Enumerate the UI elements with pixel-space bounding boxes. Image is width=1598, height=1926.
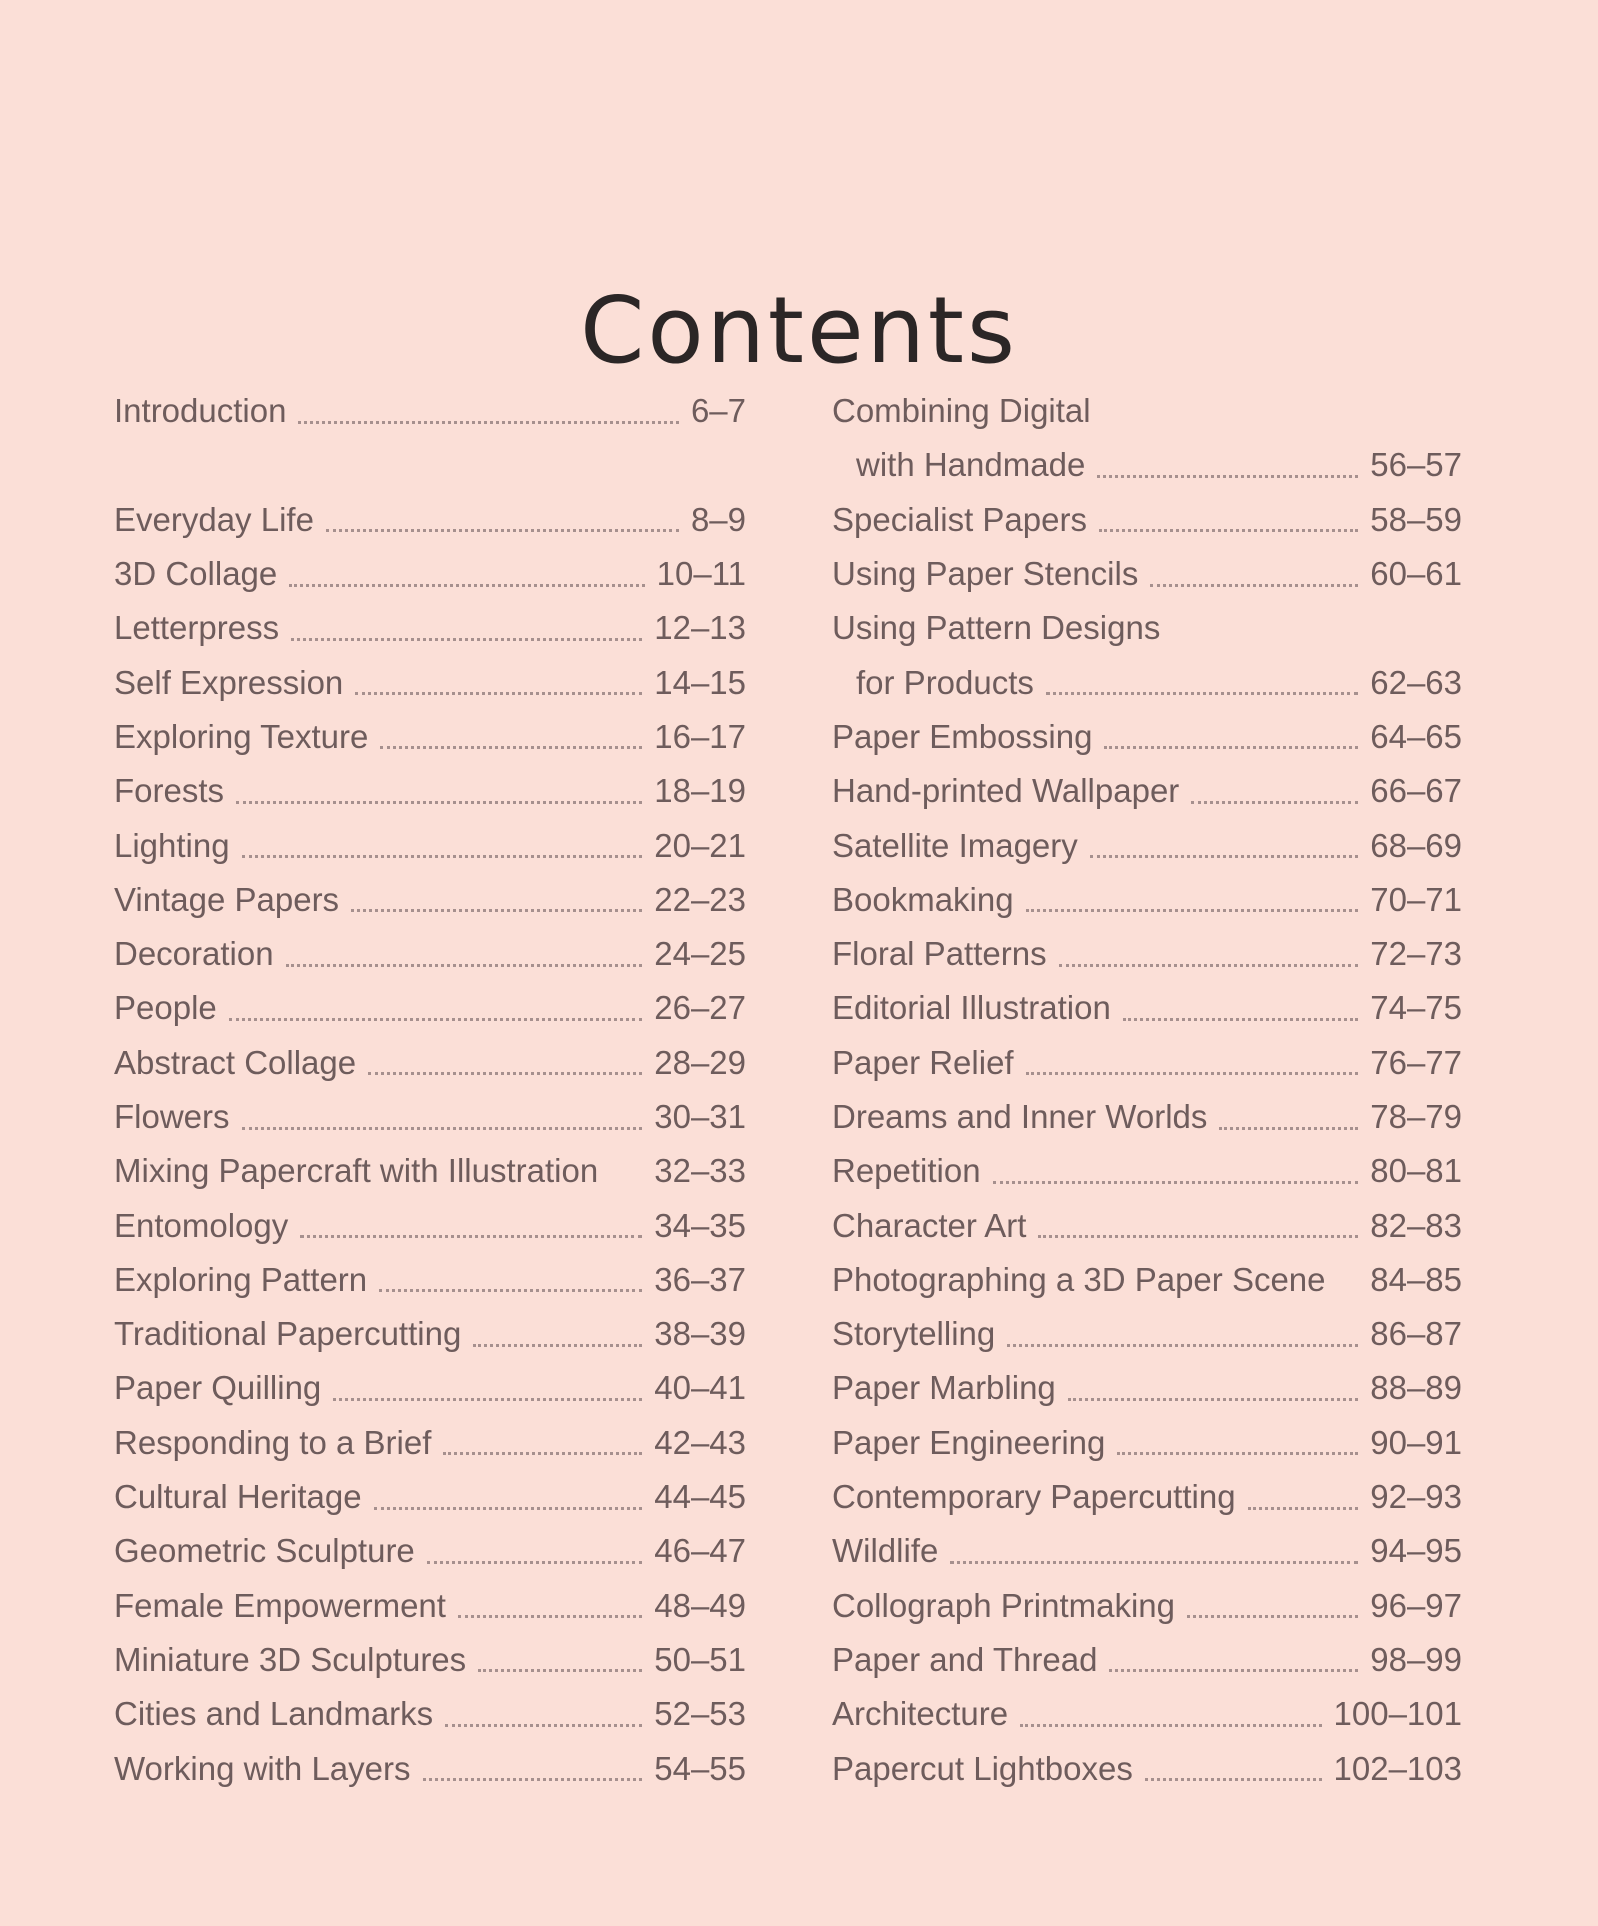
toc-entry[interactable] [114,1416,746,1470]
dot-leader [993,1159,1359,1184]
dot-leader [1046,670,1358,695]
toc-entry[interactable] [832,1144,1462,1198]
dot-leader [1338,1269,1359,1291]
toc-entry-title: Using Pattern Designs [832,609,1161,647]
dot-leader [458,1593,642,1618]
toc-entry-title: Paper Marbling [832,1369,1056,1407]
toc-entry-title: Vintage Papers [114,880,340,918]
toc-entry-pages: 16–17 [654,717,746,755]
dot-leader [1038,1213,1358,1238]
toc-entry-pages: 84–85 [1370,1260,1462,1298]
dot-leader [1020,1702,1321,1727]
toc-entry-title: Lighting [114,826,230,864]
toc-entry[interactable] [832,1361,1462,1415]
toc-entry[interactable] [832,818,1462,872]
page-title: Contents [580,276,1018,384]
dot-leader [379,1267,642,1292]
toc-entry-pages: 88–89 [1370,1369,1462,1407]
toc-entry-title: with Handmade [856,446,1086,484]
toc-entry-title: Specialist Papers [832,500,1087,538]
dot-leader [1099,507,1358,532]
dot-leader [445,1702,642,1727]
toc-entry-title: Letterpress [114,609,280,647]
toc-entry-title: Paper Relief [832,1043,1014,1081]
toc-entry-title: Photographing a 3D Paper Scene [832,1260,1326,1298]
toc-entry[interactable] [832,1307,1462,1361]
dot-leader [326,507,679,532]
dot-leader [1248,1485,1359,1510]
dot-leader [1123,996,1358,1021]
toc-entry-pages: 76–77 [1370,1043,1462,1081]
toc-entry[interactable] [832,1198,1462,1252]
dot-leader [1104,724,1358,749]
toc-entry-title: Collograph Printmaking [832,1586,1176,1624]
toc-entry-pages: 68–69 [1370,826,1462,864]
dot-leader [1097,453,1358,478]
toc-entry[interactable] [832,873,1462,927]
toc-entry-title: Character Art [832,1206,1027,1244]
toc-entry-pages: 98–99 [1370,1640,1462,1678]
dot-leader [300,1213,642,1238]
toc-entry-pages: 46–47 [654,1532,746,1570]
toc-entry[interactable] [832,764,1462,818]
toc-entry[interactable] [114,710,746,764]
toc-entry-pages: 26–27 [654,989,746,1027]
toc-entry[interactable] [832,1036,1462,1090]
contents-column-left [114,384,746,1796]
toc-entry-pages: 42–43 [654,1423,746,1461]
toc-entry-pages: 92–93 [1370,1478,1462,1516]
toc-entry-pages: 22–23 [654,880,746,918]
dot-leader [1145,1756,1322,1781]
toc-entry-title: Exploring Texture [114,717,369,755]
dot-leader [1109,1647,1358,1672]
toc-entry-pages: 12–13 [654,609,746,647]
dot-leader [1117,1430,1358,1455]
dot-leader [1068,1376,1358,1401]
toc-entry[interactable] [114,1253,746,1307]
dot-leader [950,1539,1358,1564]
toc-entry[interactable] [114,764,746,818]
toc-entry[interactable] [114,1361,746,1415]
toc-entry-pages: 6–7 [690,392,746,430]
toc-entry[interactable] [114,873,746,927]
dot-leader [427,1539,642,1564]
dot-leader [443,1430,642,1455]
contents-column-right [832,384,1462,1796]
toc-entry-pages: 36–37 [654,1260,746,1298]
toc-entry-pages: 48–49 [654,1586,746,1624]
dot-leader [478,1647,642,1672]
toc-entry[interactable] [114,547,746,601]
toc-entry-pages: 94–95 [1370,1532,1462,1570]
dot-leader [298,399,678,424]
toc-entry-pages: 90–91 [1370,1423,1462,1461]
toc-entry-title: Forests [114,772,225,810]
toc-entry[interactable] [114,818,746,872]
dot-leader [610,1160,642,1182]
toc-entry[interactable] [832,927,1462,981]
toc-entry-title: Geometric Sculpture [114,1532,415,1570]
toc-entry[interactable] [114,1144,746,1198]
dot-leader [242,1105,643,1130]
toc-entry-pages: 70–71 [1370,880,1462,918]
dot-leader [1187,1593,1358,1618]
toc-entry[interactable] [114,1633,746,1687]
toc-entry[interactable] [832,1416,1462,1470]
toc-entry[interactable] [832,1633,1462,1687]
toc-entry-pages: 20–21 [654,826,746,864]
toc-entry-pages: 40–41 [654,1369,746,1407]
dot-leader [289,562,644,587]
toc-entry-title: Miniature 3D Sculptures [114,1640,467,1678]
toc-entry-title: Satellite Imagery [832,826,1078,864]
toc-entry-pages: 30–31 [654,1098,746,1135]
toc-entry-title: Dreams and Inner Worlds [832,1098,1208,1135]
toc-entry-title: Abstract Collage [114,1043,357,1081]
toc-entry-title: Mixing Papercraft with Illustration [114,1152,599,1190]
toc-entry[interactable] [832,1524,1462,1578]
dot-leader [1090,833,1358,858]
dot-leader [1219,1105,1358,1130]
toc-entry[interactable] [114,1524,746,1578]
toc-entry-pages: 62–63 [1370,663,1462,701]
toc-entry[interactable] [114,493,746,547]
toc-entry-pages: 18–19 [654,772,746,810]
toc-entry[interactable] [832,1687,1462,1741]
toc-entry-pages: 52–53 [654,1695,746,1733]
toc-entry-title: Paper Embossing [832,717,1093,755]
toc-entry-pages: 54–55 [654,1749,746,1787]
toc-entry-pages: 60–61 [1370,555,1462,593]
toc-entry-title: Contemporary Papercutting [832,1478,1236,1516]
dot-leader [355,670,642,695]
toc-entry-pages: 96–97 [1370,1586,1462,1624]
toc-entry-title: Hand-printed Wallpaper [832,772,1180,810]
toc-entry-pages: 56–57 [1370,446,1462,484]
dot-leader [380,724,642,749]
toc-entry[interactable] [832,1579,1462,1633]
toc-entry-pages: 78–79 [1370,1098,1462,1135]
toc-entry[interactable] [114,1198,746,1252]
toc-entry-pages: 74–75 [1370,989,1462,1027]
dot-leader [423,1756,643,1781]
toc-entry[interactable] [114,1470,746,1524]
toc-entry-title: 3D Collage [114,555,278,593]
toc-entry[interactable] [832,1090,1462,1144]
dot-leader [1007,1322,1358,1347]
toc-entry-title: Everyday Life [114,500,314,538]
toc-entry-title: Storytelling [832,1315,996,1353]
dot-leader [1191,779,1358,804]
toc-entry[interactable] [114,1687,746,1741]
toc-entry[interactable] [114,1090,746,1144]
toc-entry[interactable] [114,1579,746,1633]
toc-entry-title: for Products [856,663,1034,701]
toc-entry-title: Bookmaking [832,880,1014,918]
toc-entry-title: People [114,989,217,1027]
toc-entry[interactable] [832,547,1462,601]
dot-leader [236,779,642,804]
toc-entry[interactable] [832,601,1462,655]
toc-entry-title: Using Paper Stencils [832,555,1139,593]
toc-entry[interactable] [832,710,1462,764]
toc-entry[interactable] [832,1470,1462,1524]
toc-entry-pages: 64–65 [1370,717,1462,755]
toc-entry-pages: 100–101 [1333,1695,1462,1733]
dot-leader [473,1322,642,1347]
toc-entry-title: Introduction [114,392,287,430]
dot-leader [1059,942,1359,967]
toc-entry-pages: 8–9 [690,500,746,538]
toc-entry[interactable] [114,927,746,981]
dot-leader [368,1050,642,1075]
toc-entry[interactable] [114,1307,746,1361]
toc-entry[interactable] [114,601,746,655]
toc-entry-title: Combining Digital [832,392,1091,430]
toc-entry-title: Exploring Pattern [114,1260,368,1298]
toc-entry-title: Self Expression [114,663,344,701]
toc-entry-title: Entomology [114,1206,289,1244]
toc-entry-pages: 82–83 [1370,1206,1462,1244]
toc-entry[interactable] [114,1036,746,1090]
dot-leader [242,833,643,858]
toc-entry-pages: 34–35 [654,1206,746,1244]
toc-entry-pages: 38–39 [654,1315,746,1353]
spacer [114,438,746,492]
dot-leader [291,616,642,641]
dot-leader [333,1376,642,1401]
toc-entry-pages: 66–67 [1370,772,1462,810]
dot-leader [286,942,643,967]
toc-entry-title: Cultural Heritage [114,1478,362,1516]
toc-entry-title: Cities and Landmarks [114,1695,434,1733]
toc-entry-title: Paper Quilling [114,1369,322,1407]
toc-entry-title: Paper Engineering [832,1423,1106,1461]
toc-entry-pages: 24–25 [654,935,746,973]
toc-entry[interactable] [832,384,1462,438]
toc-entry[interactable] [832,1253,1462,1307]
dot-leader [1026,1050,1359,1075]
toc-entry-title: Working with Layers [114,1749,411,1787]
toc-entry[interactable] [114,1741,746,1795]
toc-entry-pages: 72–73 [1370,935,1462,973]
dot-leader [351,887,642,912]
toc-entry-title: Floral Patterns [832,935,1047,973]
dot-leader [229,996,642,1021]
toc-entry-pages: 28–29 [654,1043,746,1081]
toc-entry-title: Decoration [114,935,274,973]
toc-entry[interactable] [832,981,1462,1035]
toc-entry-title: Architecture [832,1695,1009,1733]
toc-entry-pages: 80–81 [1370,1152,1462,1190]
toc-entry-pages: 50–51 [654,1640,746,1678]
toc-entry-pages: 102–103 [1333,1749,1462,1787]
toc-entry[interactable] [832,493,1462,547]
toc-entry[interactable] [114,655,746,709]
dot-leader [1026,887,1359,912]
toc-entry-pages: 86–87 [1370,1315,1462,1353]
toc-entry-title: Flowers [114,1098,230,1135]
toc-entry-title: Paper and Thread [832,1640,1098,1678]
toc-entry[interactable] [832,1741,1462,1795]
toc-entry-title: Papercut Lightboxes [832,1749,1133,1787]
toc-entry-title: Editorial Illustration [832,989,1111,1027]
toc-entry[interactable] [114,384,746,438]
toc-entry-pages: 10–11 [656,555,746,593]
toc-entry[interactable] [832,655,1462,709]
toc-entry[interactable] [114,981,746,1035]
toc-entry-pages: 58–59 [1370,500,1462,538]
toc-entry-title: Traditional Papercutting [114,1315,462,1353]
toc-entry-pages: 44–45 [654,1478,746,1516]
dot-leader [1150,562,1358,587]
toc-entry-title: Female Empowerment [114,1586,446,1624]
toc-entry-title: Responding to a Brief [114,1423,432,1461]
toc-entry[interactable] [832,438,1462,492]
toc-entry-pages: 14–15 [654,663,746,701]
dot-leader [374,1485,643,1510]
toc-entry-title: Repetition [832,1152,981,1190]
toc-entry-pages: 32–33 [654,1152,746,1190]
toc-entry-title: Wildlife [832,1532,939,1570]
